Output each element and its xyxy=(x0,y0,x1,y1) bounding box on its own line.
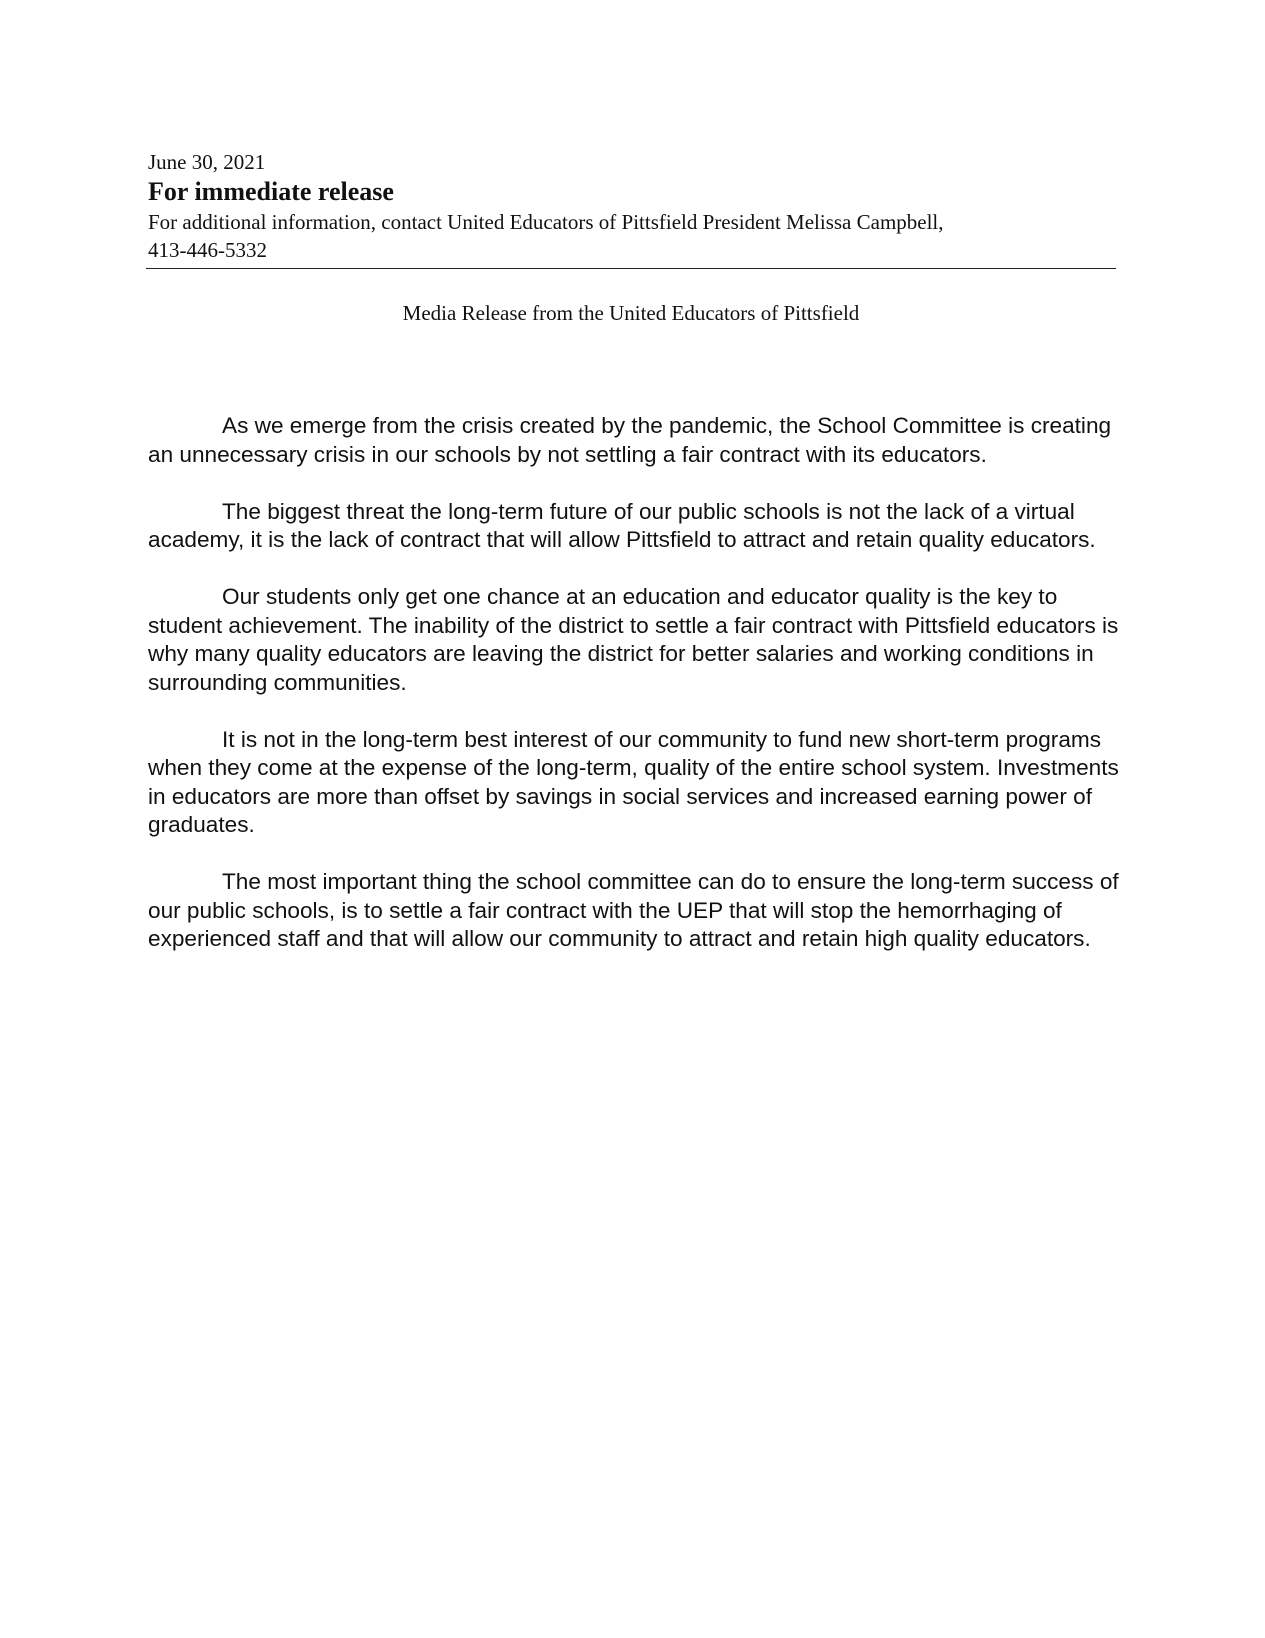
release-date: June 30, 2021 xyxy=(148,150,266,174)
body-paragraph-4: It is not in the long-term best interest of our community to fund new short-term programs when they come at the expense of the long-term, quality of the entire school system. Investments in educators are more than offset by savings in social services and increased earning power of graduates. xyxy=(148,726,1119,837)
media-release-title: Media Release from the United Educators of Pittsfield xyxy=(402,301,860,325)
body-paragraph-5: The most important thing the school committee can do to ensure the long-term success of our public schools, is to settle a fair contract with the UEP that will stop the hemorrhaging of experienced staff and that will allow our community to attract and retain high quality educators. xyxy=(148,869,1119,951)
release-label: For immediate release xyxy=(148,177,394,206)
header-divider xyxy=(146,268,1116,269)
body-paragraph-2: The biggest threat the long-term future of our public schools is not the lack of a virtual academy, it is the lack of contract that will allow Pittsfield to attract and retain quality educators. xyxy=(148,498,1096,552)
body-paragraph-3: Our students only get one chance at an education and educator quality is the key to student achievement. The inability of the district to settle a fair contract with Pittsfield educators is why many quality educators are leaving the district for better salaries and working conditions in surrounding communities. xyxy=(148,584,1119,695)
body-paragraph-1: As we emerge from the crisis created by the pandemic, the School Committee is creating an unnecessary crisis in our schools by not settling a fair contract with its educators. xyxy=(148,413,1112,467)
contact-phone: 413-446-5332 xyxy=(148,238,267,262)
contact-line-1: For additional information, contact United Educators of Pittsfield President Melissa Campbell, xyxy=(148,210,944,234)
release-body xyxy=(148,412,1120,982)
release-header xyxy=(148,148,1118,264)
